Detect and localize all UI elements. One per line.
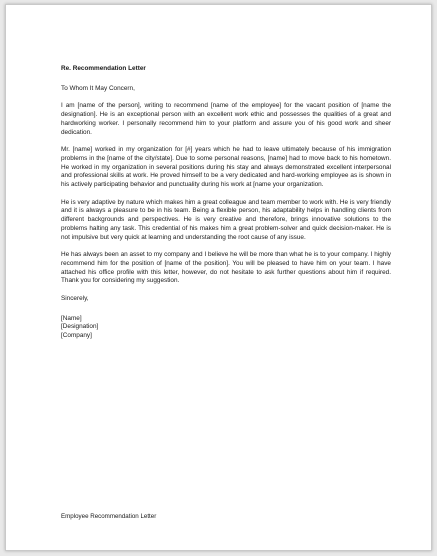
signature-name: [Name]: [61, 314, 82, 322]
letter-body: [61, 65, 391, 341]
letter-paragraph: I am [name of the person], writing to recommend [name of the employee] for the vacant position of [name the designation]. He is an exceptional person with an excellent work ethic and possesses the qualities of a great and hardworking worker. I personally recommend him to your platform and assure you of his good work and sheer dedication.: [61, 102, 391, 136]
letter-paragraph: He is very adaptive by nature which makes him a great colleague and team member to work with. He is very friendly and it is always a pleasure to be in his team. Being a flexible person, his adaptability helps in handling clients from different backgrounds and perspectives. He is very creative and therefore, brings innovative solutions to the problems halting any task. This credential of his makes him a great problem-solver and quick decision-maker. He is not impulsive but very quick at learning and understanding the root cause of any issue.: [61, 198, 391, 241]
letter-paragraph: He has always been an asset to my company and I believe he will be more than what he is to your company. I highly recommend him for the position of [name of the position]. You will be pleased to have him on your team. I have attached his office profile with this letter, however, do not hesitate to ask further questions about him if required. Thank you for considering my suggestion.: [61, 251, 391, 285]
letter-closing: Sincerely,: [61, 295, 89, 303]
letter-subject: Re. Recommendation Letter: [61, 65, 146, 72]
letter-paragraph: Mr. [name] worked in my organization for [#] years which he had to leave ultimately because of his immigration problems in the [name of the city/state]. Due to some personal reasons, [name] had to move back to his hometown. He worked in my organization in several positions during his stay and always demonstrated excellent interpersonal and professional skills at work. He proved himself to be a very dedicated and hard-working employee as is shown in his actively participating behavior and punctuality during his work at [name your organization.: [61, 146, 391, 189]
signature-company: [Company]: [61, 332, 92, 340]
signature-designation: [Designation]: [61, 323, 99, 331]
page-footer: Employee Recommendation Letter: [61, 513, 157, 520]
document-page: [5, 4, 432, 551]
signature-block: [61, 315, 391, 341]
letter-salutation: To Whom It May Concern,: [61, 84, 135, 92]
